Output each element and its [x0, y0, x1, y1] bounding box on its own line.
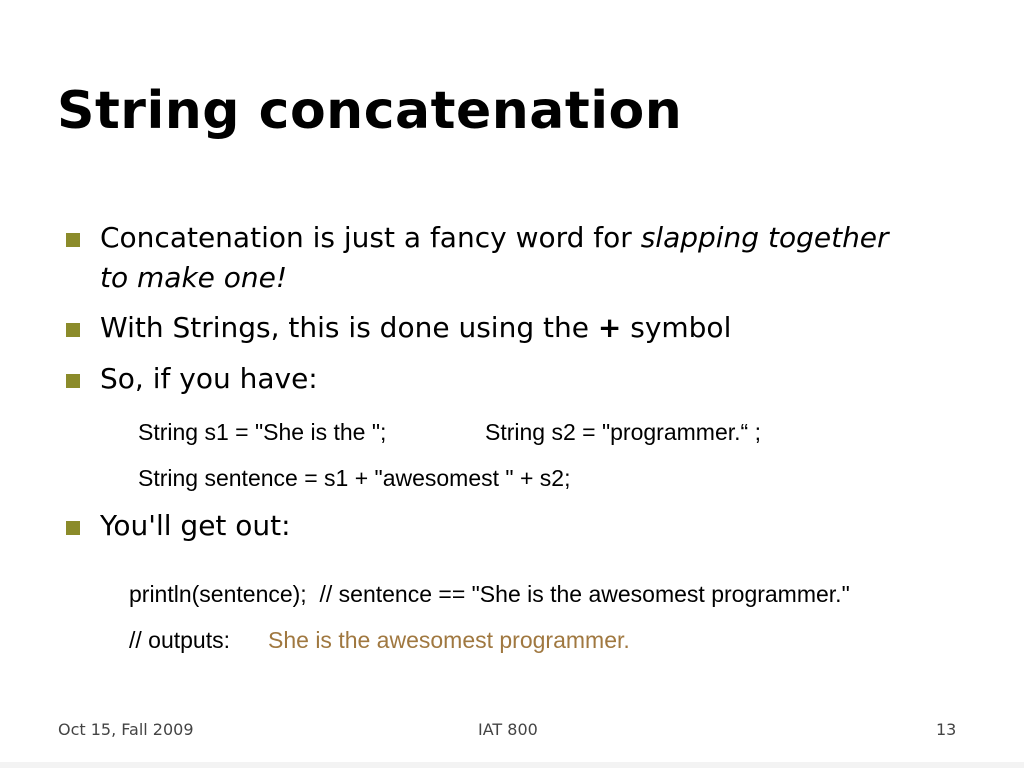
code-line-println: println(sentence); // sentence == "She is the awesomest programmer." [129, 581, 850, 607]
code-line-output-value: She is the awesomest programmer. [268, 627, 630, 653]
footer-course: IAT 800 [478, 720, 538, 739]
bullet-text [100, 218, 966, 298]
square-bullet-icon [66, 521, 80, 535]
square-bullet-icon [66, 374, 80, 388]
bottom-divider [0, 762, 1024, 768]
bullet-text [100, 308, 966, 348]
bullet-text-plain: With Strings, this is done using the [100, 311, 598, 344]
bullet-item-concatenation [66, 218, 966, 298]
square-bullet-icon [66, 323, 80, 337]
bullet-text: You'll get out: [100, 509, 291, 542]
footer-date: Oct 15, Fall 2009 [58, 720, 194, 739]
bullet-text-plain: symbol [621, 311, 732, 344]
code-line-s2: String s2 = "programmer.“ ; [485, 419, 761, 445]
bullet-text-italic: slapping together [640, 221, 889, 254]
square-bullet-icon [66, 233, 80, 247]
code-line-outputs-label: // outputs: [129, 627, 231, 653]
bullet-item-if-you-have [66, 359, 966, 399]
footer-page-number: 13 [936, 720, 957, 739]
bullet-text-bold: + [597, 311, 622, 344]
bullet-text: So, if you have: [100, 362, 318, 395]
bullet-item-get-out [66, 506, 966, 546]
slide-title: String concatenation [57, 81, 683, 141]
bullet-text-italic: to make one! [100, 261, 288, 294]
bullet-item-plus-symbol [66, 308, 966, 348]
code-line-sentence: String sentence = s1 + "awesomest " + s2; [138, 465, 571, 491]
bullet-text-plain: Concatenation is just a fancy word for [100, 221, 641, 254]
code-line-s1: String s1 = "She is the "; [138, 419, 387, 445]
